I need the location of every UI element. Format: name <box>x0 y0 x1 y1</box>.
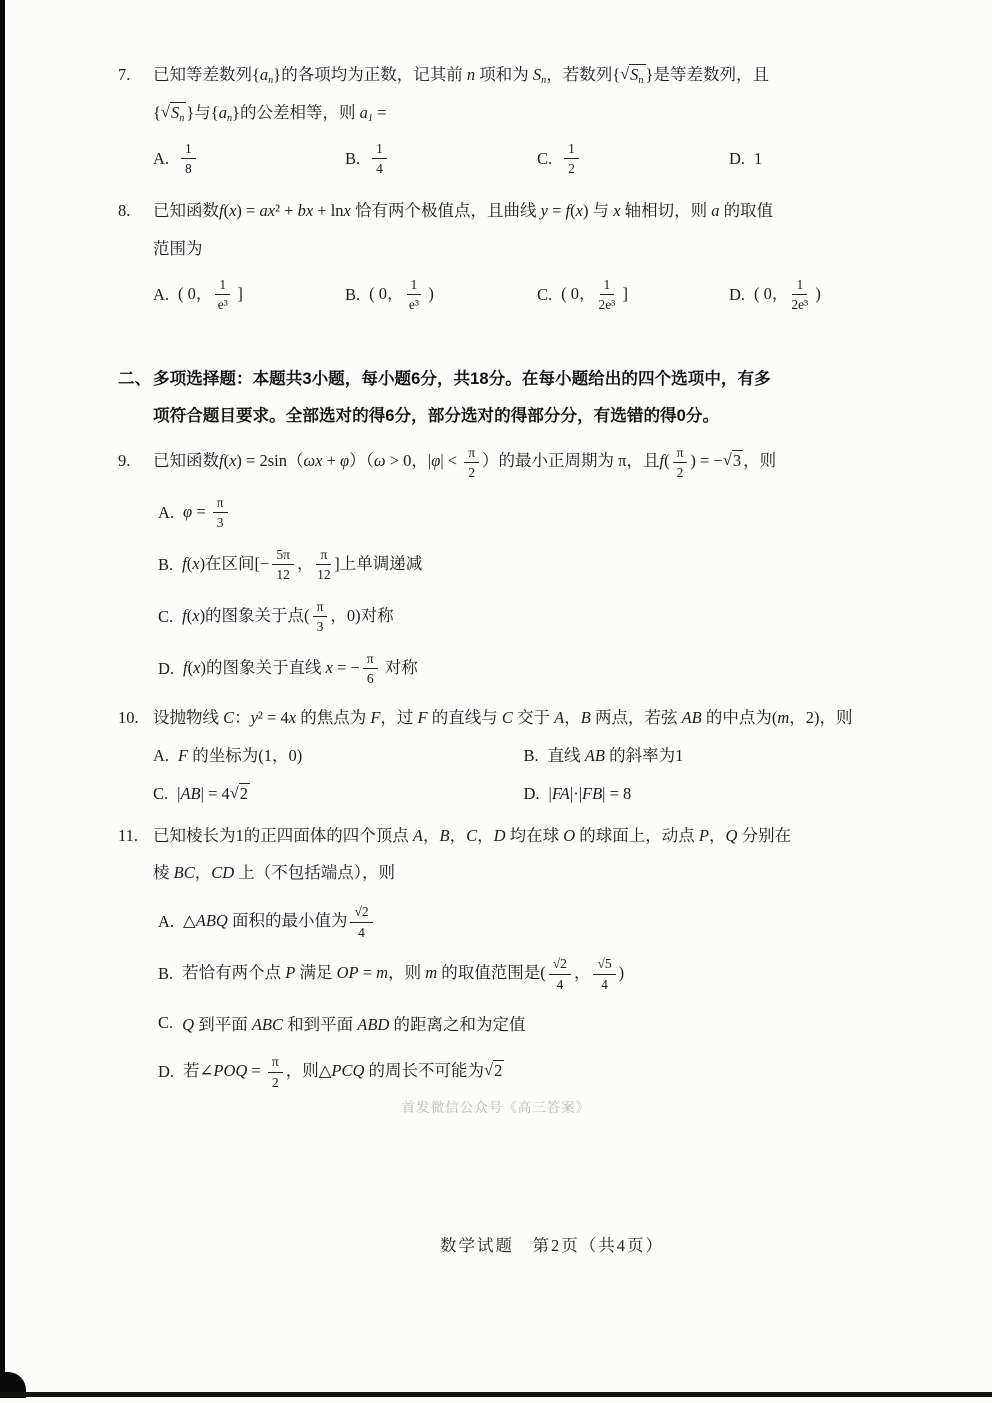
option-content: φ = $\frac{\pi}{3}$ <box>183 493 231 533</box>
option-content: Q 到平面 ABC 和到平面 ABD 的距离之和为定值 <box>182 1015 526 1035</box>
question-8-option-d <box>729 275 821 315</box>
question-8-option-c <box>537 275 729 315</box>
option-label: B. <box>523 745 539 765</box>
option-label: A. <box>153 745 170 765</box>
option-label: A. <box>158 912 175 932</box>
question-9-text: 已知函数f(x) = 2sin（ωx + φ）（ω > 0，|φ| < $\frac{\pi}{2}$ ）的最小正周期为 π，且f( $\frac{\pi}{2}$ ) = −√3 ，则 <box>153 444 777 481</box>
option-label: A. <box>153 148 170 168</box>
question-11 <box>118 817 894 1095</box>
option-label: D. <box>158 1062 175 1082</box>
option-label: A. <box>158 502 175 522</box>
watermark: 首发微信公众号《高三答案》 <box>401 1100 591 1115</box>
option-content: 直线 AB 的斜率为1 <box>547 745 684 765</box>
question-10-number: 10. <box>118 707 139 727</box>
option-label: C. <box>153 783 169 803</box>
option-content: 1 <box>754 148 763 168</box>
question-9-option-c <box>118 595 894 639</box>
question-11-option-d <box>118 1050 894 1094</box>
question-8-options <box>118 272 894 318</box>
option-label: B. <box>345 284 361 304</box>
option-label: D. <box>158 658 175 678</box>
option-content: $\frac{1}{2}$ <box>561 139 582 179</box>
question-9-stem <box>118 442 894 482</box>
question-9-option-d <box>118 647 894 691</box>
question-9-number: 9. <box>118 451 131 471</box>
question-8-option-a <box>153 275 345 315</box>
question-7-option-a <box>153 139 345 179</box>
option-content: 若恰有两个点 P 满足 OP = m，则 m 的取值范围是( $\frac{√2}{4}$ ， $\frac{√5}{4}$ ) <box>182 956 625 992</box>
question-7-stem <box>118 56 894 132</box>
option-content: F 的坐标为(1，0) <box>178 745 303 765</box>
question-7-options <box>118 136 894 182</box>
option-content: f(x)的图象关于点( $\frac{\pi}{3}$ ，0)对称 <box>182 598 394 635</box>
question-7-option-d <box>729 149 762 169</box>
question-9-option-a <box>118 491 894 535</box>
question-9-option-b <box>118 543 894 587</box>
question-7-number: 7. <box>118 65 131 84</box>
question-11-option-b <box>118 952 894 996</box>
option-content: ( 0， $\frac{1}{\text{e³}}$ ) <box>369 276 434 313</box>
option-label: A. <box>153 284 170 304</box>
question-11-option-a <box>118 900 894 944</box>
option-label: C. <box>537 284 553 304</box>
question-7-option-c <box>537 139 729 179</box>
question-8-number: 8. <box>118 200 131 220</box>
option-label: C. <box>537 148 553 168</box>
question-11-number: 11. <box>118 825 139 845</box>
option-content: $\frac{1}{8}$ <box>178 139 199 179</box>
page-footer: 数学试题 第2页（共4页） <box>440 1236 664 1255</box>
option-label: C. <box>158 1013 174 1033</box>
option-content: △ABQ 面积的最小值为 $\frac{√2}{4}$ <box>183 902 376 942</box>
option-label: D. <box>523 783 540 803</box>
question-11-text: 已知棱长为1的正四面体的四个顶点 A，B，C，D 均在球 O 的球面上，动点 P，Q 分别在 棱 BC，CD 上（不包括端点），则 <box>153 825 792 883</box>
question-10-option-c <box>153 775 524 813</box>
option-label: B. <box>158 964 174 984</box>
scan-edge-artifact-bottom <box>0 1392 992 1397</box>
option-label: B. <box>345 148 361 168</box>
question-9-options <box>118 491 894 691</box>
option-content: ( 0， $\frac{1}{\text{e³}}$ ] <box>178 276 243 313</box>
option-label: D. <box>729 284 746 304</box>
option-content: |AB| = 4√2 <box>177 782 249 803</box>
question-8 <box>118 192 894 318</box>
question-10-options-row-1 <box>118 737 894 775</box>
option-content: ( 0， $\frac{1}{\text{2e³}}$ ] <box>561 276 628 313</box>
option-content: 若∠POQ = $\frac{\pi}{2}$ ，则△PCQ 的周长不可能为√2 <box>183 1054 503 1090</box>
option-content: f(x)的图象关于直线 x = − $\frac{\pi}{6}$ 对称 <box>183 650 418 687</box>
question-10-option-d <box>524 775 895 813</box>
option-content: |FA|·|FB| = 8 <box>548 783 632 803</box>
option-content: f(x)在区间[− $\frac{5\pi}{12}$ ， $\frac{\pi}{12}$ ]上单调递减 <box>182 546 423 583</box>
question-7-text: 已知等差数列$\{a_n\}$的各项均为正数，记其前 n 项和为 $S_n$，若数列{$√S_n$ }是等差数列，且 {$√S_n$ }与$\{a_n\}$的公差相等，则 $a_1$ = <box>153 64 769 124</box>
question-10-stem <box>118 699 894 737</box>
question-10-options-row-2 <box>118 775 894 813</box>
option-label: C. <box>158 606 174 626</box>
question-11-options <box>118 900 894 1094</box>
option-content: $\frac{1}{4}$ <box>369 139 390 179</box>
question-11-option-c <box>118 1004 894 1042</box>
question-7 <box>118 56 894 182</box>
question-10-option-b <box>524 737 895 775</box>
section-2-number: 二、 <box>118 368 152 388</box>
option-label: D. <box>729 148 746 168</box>
question-10 <box>118 699 894 813</box>
question-7-option-b <box>345 139 537 179</box>
option-label: B. <box>158 554 174 574</box>
question-8-option-b <box>345 275 537 315</box>
question-9 <box>118 442 894 690</box>
section-2-heading <box>118 360 894 435</box>
option-content: ( 0， $\frac{1}{\text{2e³}}$ ) <box>754 276 821 313</box>
question-10-option-a <box>153 737 524 775</box>
question-8-stem <box>118 192 894 268</box>
question-8-text: 已知函数f(x) = ax² + bx + lnx 恰有两个极值点，且曲线 y = f(x) 与 x 轴相切，则 a 的取值 范围为 <box>153 200 774 258</box>
question-10-text: 设抛物线 C：y² = 4x 的焦点为 F，过 F 的直线与 C 交于 A，B 两点，若弦 AB 的中点为(m，2)，则 <box>153 707 853 727</box>
section-2-text: 多项选择题：本题共3小题，每小题6分，共18分。在每小题给出的四个选项中，有多 项符合题目要求。全部选对的得6分，部分选对的得部分分，有选错的得0分。 <box>153 368 771 426</box>
question-11-stem <box>118 817 894 893</box>
